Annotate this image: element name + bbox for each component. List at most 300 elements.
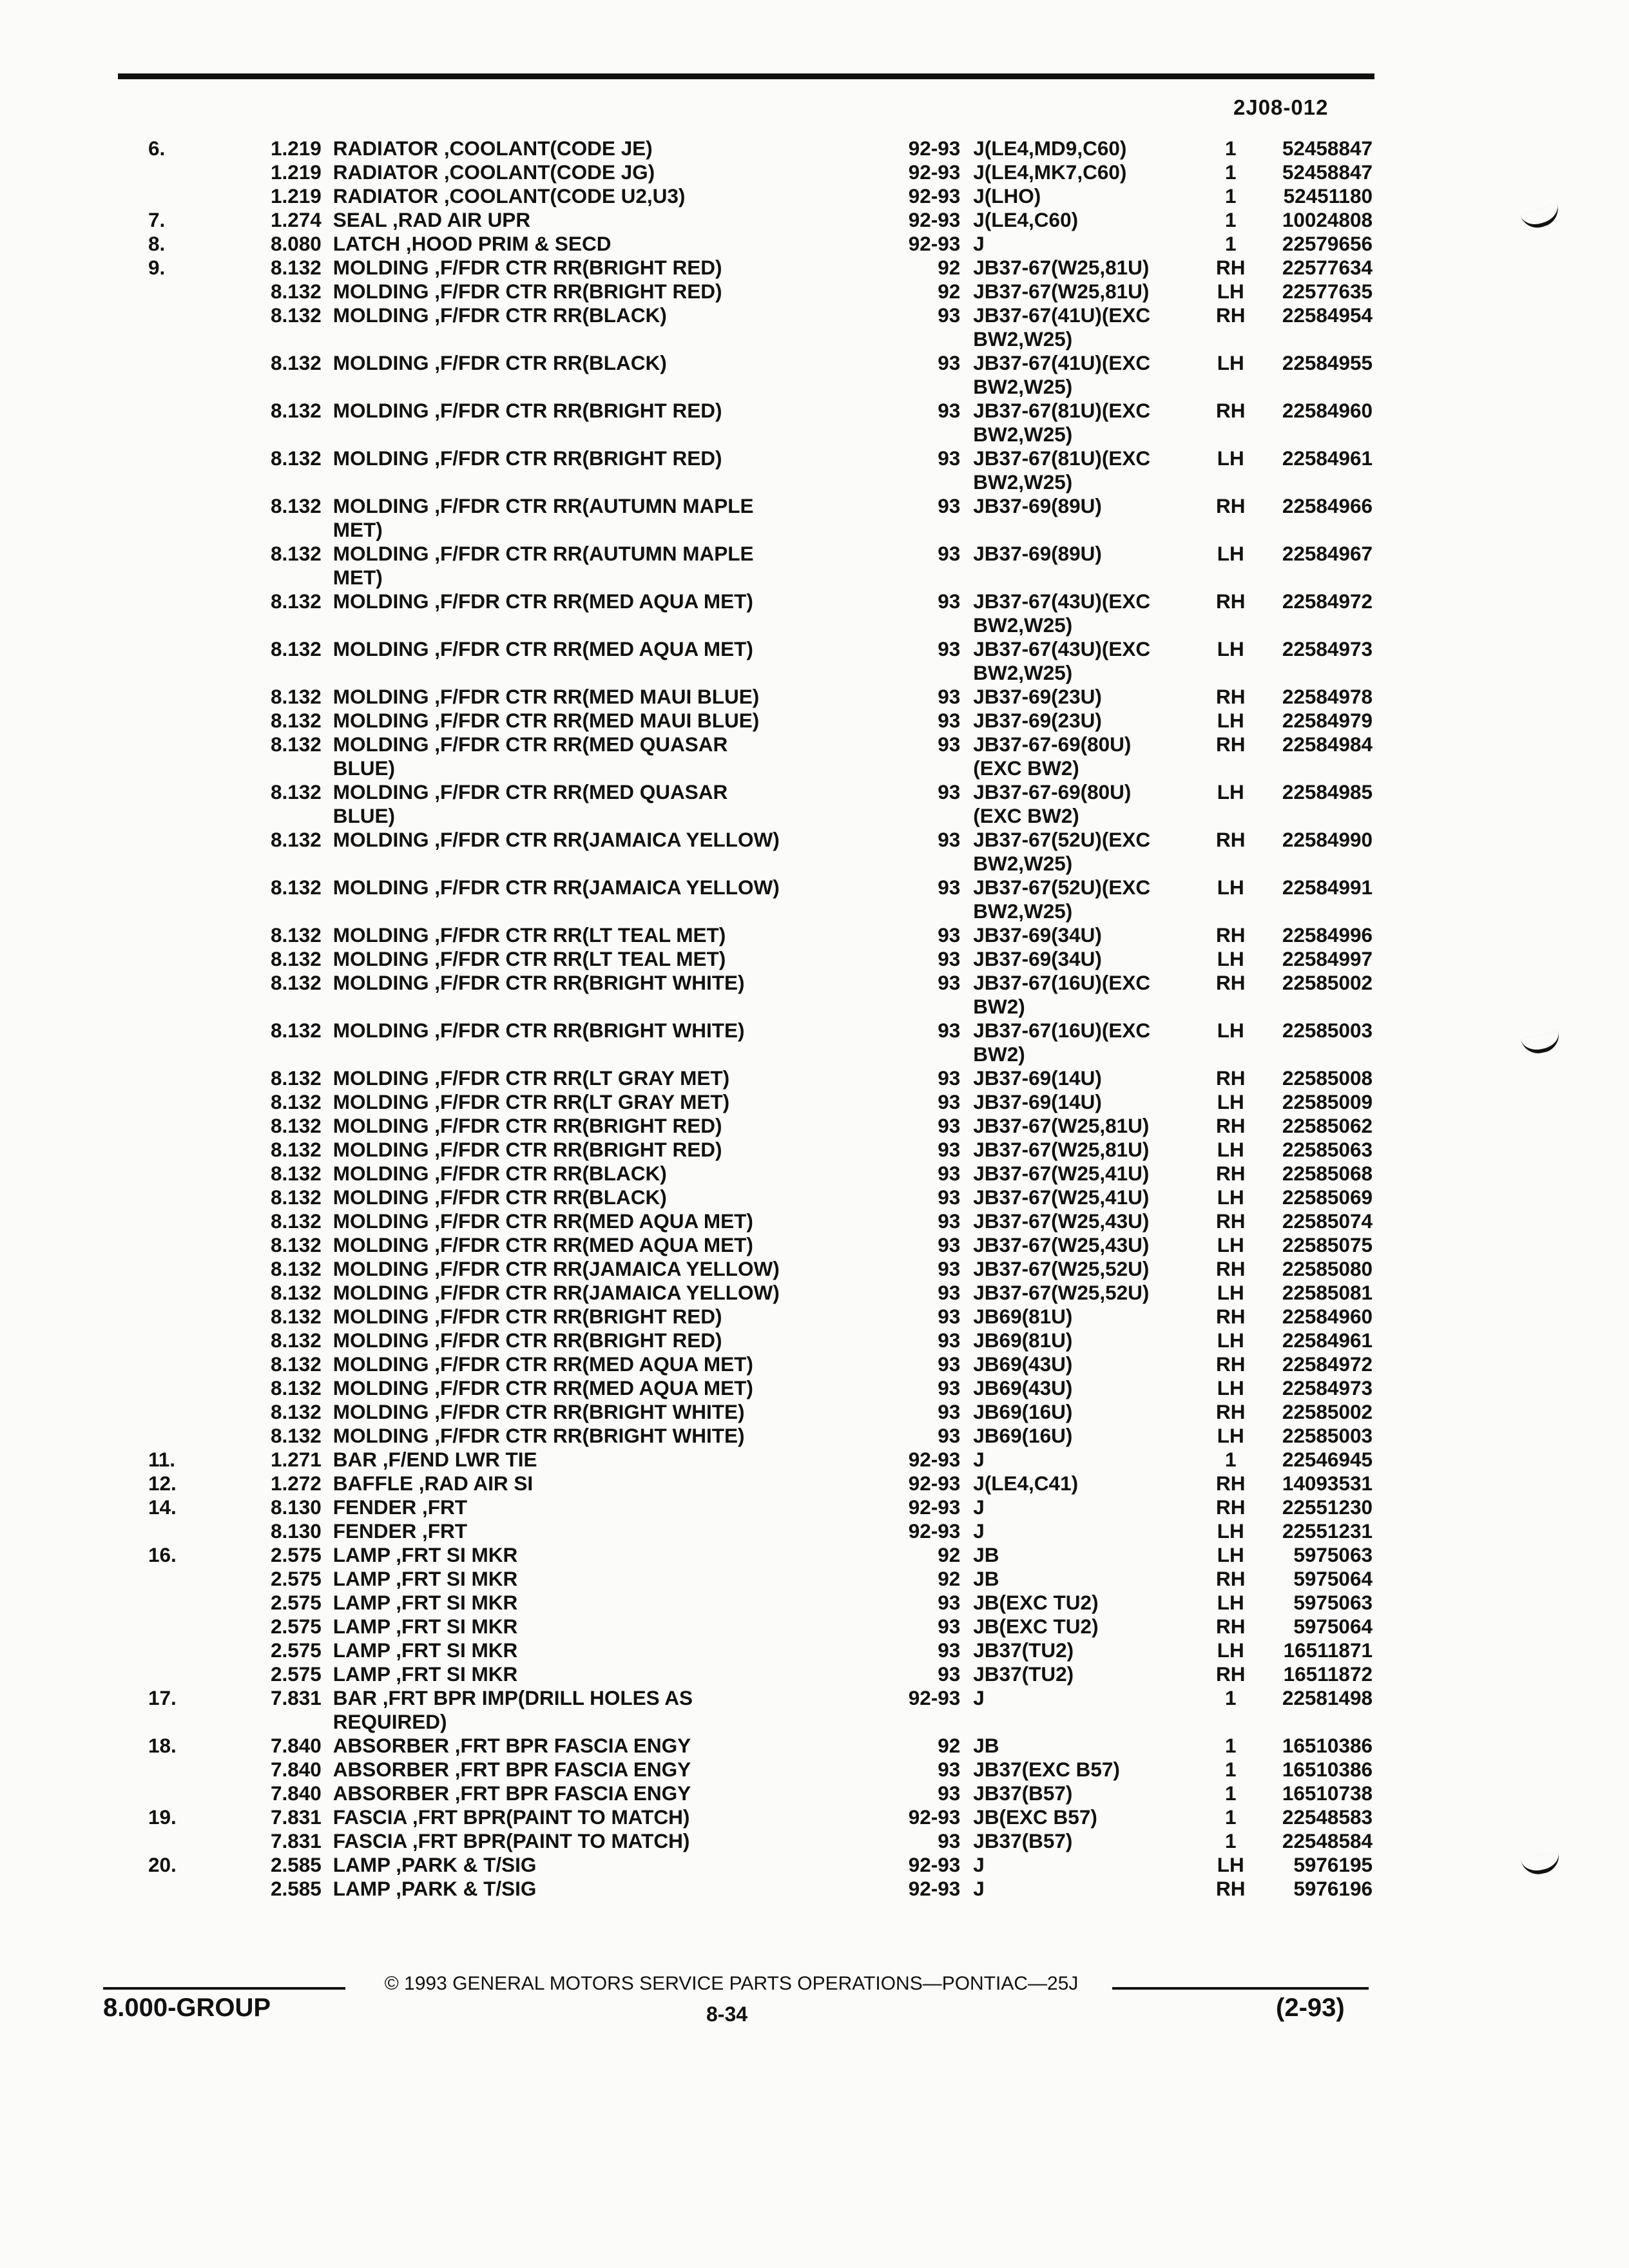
- part-description-text: [333, 1853, 791, 1877]
- table-row: [148, 1257, 1373, 1281]
- application: JB69(43U): [973, 1352, 1073, 1376]
- part-name: SEAL: [333, 208, 387, 231]
- part-name: MOLDING: [333, 494, 429, 517]
- part-name: MOLDING: [333, 1281, 429, 1304]
- item-number: [148, 1162, 221, 1186]
- model-years: 93: [938, 685, 961, 708]
- application: JB37-69(14U): [973, 1066, 1102, 1090]
- part-name: LAMP: [333, 1662, 390, 1686]
- part-description: [333, 1734, 891, 1758]
- item-number: [148, 303, 221, 351]
- side-or-qty: LH: [1217, 780, 1244, 803]
- table-row: [148, 232, 1373, 256]
- group-number: 8.132: [270, 1257, 322, 1280]
- item-number: 12.: [148, 1472, 177, 1495]
- part-detail: ,F/FDR CTR RR(AUTUMN MAPLE MET): [333, 542, 754, 589]
- part-number: 52458847: [1282, 137, 1373, 160]
- part-detail: ,FRT BPR FASCIA ENGY: [454, 1734, 691, 1757]
- side-or-qty: LH: [1217, 1138, 1244, 1161]
- part-name: LAMP: [333, 1639, 390, 1662]
- part-description: [333, 542, 891, 590]
- table-row: [148, 1329, 1373, 1352]
- part-name: MOLDING: [333, 1376, 429, 1399]
- model-years: 93: [938, 1424, 961, 1447]
- part-name: MOLDING: [333, 351, 429, 374]
- side-or-qty: LH: [1217, 876, 1244, 899]
- part-number: 52458847: [1282, 160, 1373, 184]
- part-description-text: [333, 1543, 791, 1567]
- item-number: [148, 1138, 221, 1162]
- model-years: 93: [938, 923, 961, 947]
- part-description-text: [333, 232, 791, 256]
- part-description-text: [333, 1233, 791, 1257]
- model-years: 93: [938, 1329, 961, 1352]
- part-detail: ,F/END LWR TIE: [382, 1448, 537, 1471]
- part-description: [333, 590, 891, 637]
- part-description-text: [333, 1019, 791, 1043]
- item-number: [148, 1281, 221, 1305]
- group-number: 8.132: [270, 828, 322, 851]
- part-name: MOLDING: [333, 303, 429, 327]
- part-description: [333, 184, 891, 208]
- item-number: [148, 1066, 221, 1090]
- group-number: 8.132: [270, 1019, 322, 1042]
- part-name: MOLDING: [333, 1424, 429, 1447]
- group-number: 8.132: [270, 590, 322, 613]
- group-number: 8.132: [270, 923, 322, 947]
- part-detail: ,F/FDR CTR RR(MED AQUA MET): [434, 1233, 753, 1256]
- part-description: [333, 1162, 891, 1186]
- part-number: 22584955: [1282, 351, 1373, 374]
- part-number: 22584991: [1282, 876, 1373, 899]
- side-or-qty: LH: [1217, 1543, 1244, 1566]
- model-years: 93: [938, 447, 961, 470]
- part-detail: ,F/FDR CTR RR(MED MAUI BLUE): [434, 685, 760, 708]
- part-name: MOLDING: [333, 1019, 429, 1042]
- part-description: [333, 1186, 891, 1209]
- side-or-qty: 1: [1224, 1734, 1237, 1757]
- part-description-text: [333, 1448, 791, 1472]
- part-description-text: [333, 1186, 791, 1209]
- model-years: 93: [938, 1066, 961, 1090]
- part-description: [333, 828, 891, 876]
- part-description: [333, 1329, 891, 1352]
- part-name: MOLDING: [333, 828, 429, 851]
- model-years: 92-93: [908, 1495, 961, 1519]
- part-name: MOLDING: [333, 1233, 429, 1256]
- side-or-qty: RH: [1215, 685, 1246, 708]
- table-row: [148, 1019, 1373, 1066]
- group-number: 2.575: [270, 1662, 322, 1686]
- item-number: [148, 1662, 221, 1686]
- part-description: [333, 280, 891, 303]
- part-name: MOLDING: [333, 1114, 429, 1137]
- item-number: [148, 184, 221, 208]
- group-number: 8.132: [270, 971, 322, 994]
- application: JB37-67(W25,81U): [973, 1138, 1150, 1161]
- part-name: MOLDING: [333, 1066, 429, 1090]
- table-row: [148, 1853, 1373, 1877]
- part-number: 22584990: [1282, 828, 1373, 851]
- part-detail: ,FRT SI MKR: [396, 1639, 518, 1662]
- model-years: 93: [938, 828, 961, 851]
- part-detail: ,F/FDR CTR RR(LT TEAL MET): [434, 923, 726, 947]
- item-number: [148, 542, 221, 590]
- part-detail: ,PARK & T/SIG: [396, 1853, 537, 1876]
- group-number: 8.132: [270, 1376, 322, 1399]
- part-description: [333, 1376, 891, 1400]
- part-description: [333, 1782, 891, 1805]
- table-row: [148, 1591, 1373, 1615]
- application: JB37(EXC B57): [973, 1758, 1120, 1781]
- side-or-qty: LH: [1217, 1019, 1244, 1042]
- application: JB37-67(16U)(EXC BW2): [973, 1019, 1151, 1066]
- group-number: 1.219: [270, 184, 322, 207]
- side-or-qty: 1: [1224, 1782, 1237, 1805]
- part-description: [333, 1305, 891, 1329]
- item-number: [148, 1019, 221, 1066]
- part-number: 22579656: [1282, 232, 1373, 255]
- part-number: 22585003: [1282, 1019, 1373, 1042]
- part-description-text: [333, 137, 791, 160]
- item-number: [148, 1639, 221, 1662]
- part-number: 16511872: [1283, 1662, 1373, 1686]
- table-row: [148, 1615, 1373, 1639]
- item-number: 11.: [148, 1448, 176, 1471]
- model-years: 92: [938, 1567, 961, 1590]
- application: JB37-67-69(80U) (EXC BW2): [973, 733, 1132, 780]
- part-name: LAMP: [333, 1567, 390, 1590]
- model-years: 93: [938, 1376, 961, 1399]
- group-number: 2.575: [270, 1639, 322, 1662]
- part-detail: ,FRT SI MKR: [396, 1543, 518, 1566]
- part-description-text: [333, 208, 791, 232]
- item-number: [148, 1305, 221, 1329]
- model-years: 93: [938, 1186, 961, 1209]
- group-number: 8.132: [270, 351, 322, 374]
- part-number: 22581498: [1282, 1686, 1373, 1709]
- part-number: 22548584: [1282, 1829, 1373, 1852]
- part-number: 22584967: [1282, 542, 1373, 565]
- item-number: [148, 1233, 221, 1257]
- part-description-text: [333, 685, 791, 709]
- application: JB37(TU2): [973, 1662, 1074, 1686]
- item-number: [148, 1257, 221, 1281]
- table-row: [148, 923, 1373, 947]
- part-name: MOLDING: [333, 1305, 429, 1328]
- part-number: 14093531: [1282, 1472, 1373, 1495]
- part-name: MOLDING: [333, 1090, 429, 1113]
- application: JB: [973, 1567, 999, 1590]
- side-or-qty: LH: [1217, 1329, 1244, 1352]
- group-number: 2.585: [270, 1877, 322, 1900]
- part-description: [333, 1472, 891, 1495]
- side-or-qty: RH: [1215, 1352, 1246, 1376]
- part-detail: ,FRT SI MKR: [396, 1662, 518, 1686]
- side-or-qty: LH: [1217, 1519, 1244, 1542]
- table-row: [148, 1424, 1373, 1448]
- part-description: [333, 685, 891, 709]
- part-description-text: [333, 1734, 791, 1758]
- part-detail: ,F/FDR CTR RR(BRIGHT RED): [434, 399, 722, 422]
- side-or-qty: RH: [1215, 1305, 1246, 1328]
- group-number: 8.132: [270, 447, 322, 470]
- part-description: [333, 1066, 891, 1090]
- part-number: 16511871: [1283, 1639, 1373, 1662]
- part-name: LATCH: [333, 232, 401, 255]
- item-number: [148, 780, 221, 828]
- model-years: 93: [938, 1639, 961, 1662]
- side-or-qty: LH: [1217, 280, 1244, 303]
- model-years: 93: [938, 1019, 961, 1042]
- item-number: [148, 876, 221, 923]
- group-number: 8.132: [270, 303, 322, 327]
- table-row: [148, 1495, 1373, 1519]
- side-or-qty: 1: [1224, 1805, 1237, 1829]
- side-or-qty: LH: [1217, 709, 1244, 732]
- item-number: [148, 1209, 221, 1233]
- application: JB69(43U): [973, 1376, 1073, 1399]
- part-detail: ,FRT: [422, 1495, 468, 1519]
- group-number: 7.840: [270, 1758, 322, 1781]
- part-description-text: [333, 590, 791, 613]
- table-row: [148, 1758, 1373, 1782]
- table-row: [148, 1639, 1373, 1662]
- table-row: [148, 160, 1373, 184]
- part-name: BAR: [333, 1448, 378, 1471]
- part-detail: ,RAD AIR UPR: [392, 208, 531, 231]
- side-or-qty: RH: [1215, 399, 1246, 422]
- part-detail: ,F/FDR CTR RR(MED AQUA MET): [434, 590, 753, 613]
- page-code: 2J08-012: [1233, 95, 1329, 119]
- part-name: MOLDING: [333, 637, 429, 660]
- group-number: 8.132: [270, 637, 322, 660]
- table-row: [148, 303, 1373, 351]
- part-detail: ,F/FDR CTR RR(BLACK): [434, 1186, 667, 1209]
- table-row: [148, 1114, 1373, 1138]
- side-or-qty: LH: [1217, 1281, 1244, 1304]
- application: JB37-67(W25,81U): [973, 256, 1150, 279]
- application: JB37(B57): [973, 1782, 1073, 1805]
- part-detail: ,F/FDR CTR RR(BLACK): [434, 1162, 667, 1185]
- group-number: 8.132: [270, 876, 322, 899]
- part-description: [333, 709, 891, 733]
- model-years: 92-93: [908, 184, 961, 207]
- model-years: 93: [938, 1782, 961, 1805]
- part-detail: ,FRT SI MKR: [396, 1615, 518, 1638]
- part-number: 22584966: [1282, 494, 1373, 517]
- table-row: [148, 709, 1373, 733]
- group-number: 8.132: [270, 1138, 322, 1161]
- table-row: [148, 399, 1373, 447]
- table-row: [148, 280, 1373, 303]
- table-row: [148, 971, 1373, 1019]
- part-description-text: [333, 1138, 791, 1162]
- part-detail: ,F/FDR CTR RR(BLACK): [434, 303, 667, 327]
- part-name: ABSORBER: [333, 1734, 450, 1757]
- application: JB37-69(34U): [973, 923, 1102, 947]
- table-row: [148, 1209, 1373, 1233]
- part-number: 52451180: [1283, 184, 1373, 207]
- model-years: 93: [938, 1400, 961, 1423]
- part-description-text: [333, 303, 791, 327]
- part-description: [333, 303, 891, 351]
- group-number: 8.132: [270, 280, 322, 303]
- part-description: [333, 1114, 891, 1138]
- part-description-text: [333, 1281, 791, 1305]
- model-years: 93: [938, 351, 961, 374]
- application: JB69(16U): [973, 1424, 1073, 1447]
- group-number: 1.219: [270, 137, 322, 160]
- part-description: [333, 1758, 891, 1782]
- model-years: 92-93: [908, 1448, 961, 1471]
- part-name: MOLDING: [333, 1352, 429, 1376]
- model-years: 93: [938, 1233, 961, 1256]
- part-description: [333, 637, 891, 685]
- item-number: [148, 733, 221, 780]
- part-number: 22584961: [1282, 447, 1373, 470]
- application: J: [973, 1495, 985, 1519]
- model-years: 93: [938, 637, 961, 660]
- part-number: 22585062: [1282, 1114, 1373, 1137]
- item-number: [148, 947, 221, 971]
- part-name: MOLDING: [333, 542, 429, 565]
- table-row: [148, 947, 1373, 971]
- side-or-qty: LH: [1217, 1424, 1244, 1447]
- item-number: [148, 709, 221, 733]
- part-description: [333, 1233, 891, 1257]
- part-name: ABSORBER: [333, 1782, 450, 1805]
- table-row: [148, 1138, 1373, 1162]
- table-row: [148, 1305, 1373, 1329]
- model-years: 92-93: [908, 1853, 961, 1876]
- side-or-qty: RH: [1215, 1877, 1246, 1900]
- part-description: [333, 971, 891, 1019]
- part-number: 5975064: [1293, 1615, 1373, 1638]
- group-number: 7.840: [270, 1782, 322, 1805]
- item-number: 9.: [148, 256, 166, 279]
- application: J: [973, 1877, 985, 1900]
- part-description-text: [333, 351, 791, 375]
- model-years: 92-93: [908, 1472, 961, 1495]
- part-description-text: [333, 637, 791, 661]
- group-number: 7.831: [270, 1686, 322, 1709]
- part-detail: ,F/FDR CTR RR(BRIGHT WHITE): [434, 971, 745, 994]
- part-detail: ,HOOD PRIM & SECD: [405, 232, 612, 255]
- item-number: [148, 1424, 221, 1448]
- side-or-qty: RH: [1215, 1472, 1246, 1495]
- part-detail: ,FRT SI MKR: [396, 1567, 518, 1590]
- part-name: MOLDING: [333, 923, 429, 947]
- part-number: 22584954: [1282, 303, 1373, 327]
- group-number: 2.585: [270, 1853, 322, 1876]
- table-row: [148, 780, 1373, 828]
- group-number: 2.575: [270, 1543, 322, 1566]
- table-row: [148, 1162, 1373, 1186]
- part-detail: ,PARK & T/SIG: [396, 1877, 537, 1900]
- side-or-qty: RH: [1215, 733, 1246, 756]
- application: JB37-67(W25,52U): [973, 1281, 1150, 1304]
- item-number: [148, 1615, 221, 1639]
- side-or-qty: 1: [1224, 208, 1237, 231]
- model-years: 92: [938, 280, 961, 303]
- binding-mark: [1521, 1852, 1563, 1878]
- part-name: MOLDING: [333, 971, 429, 994]
- part-number: 5975063: [1293, 1591, 1373, 1614]
- part-description-text: [333, 1782, 791, 1805]
- item-number: [148, 1877, 221, 1901]
- model-years: 92: [938, 256, 961, 279]
- part-description-text: [333, 1567, 791, 1591]
- table-row: [148, 1186, 1373, 1209]
- part-description: [333, 1209, 891, 1233]
- part-detail: ,F/FDR CTR RR(BRIGHT RED): [434, 1305, 722, 1328]
- model-years: 93: [938, 1662, 961, 1686]
- model-years: 93: [938, 1591, 961, 1614]
- table-row: [148, 1376, 1373, 1400]
- part-name: BAR: [333, 1686, 378, 1709]
- part-description: [333, 1281, 891, 1305]
- group-number: 8.130: [270, 1495, 322, 1519]
- group-number: 8.132: [270, 399, 322, 422]
- application: JB: [973, 1543, 999, 1566]
- part-description-text: [333, 1639, 791, 1662]
- part-description-text: [333, 1472, 791, 1495]
- part-description: [333, 1019, 891, 1066]
- group-number: 8.132: [270, 1305, 322, 1328]
- application: JB37-69(23U): [973, 709, 1102, 732]
- part-name: MOLDING: [333, 1162, 429, 1185]
- part-description: [333, 1591, 891, 1615]
- part-description-text: [333, 876, 791, 899]
- model-years: 93: [938, 1257, 961, 1280]
- part-description-text: [333, 1495, 791, 1519]
- group-number: 8.132: [270, 1090, 322, 1113]
- table-row: [148, 637, 1373, 685]
- part-description-text: [333, 1400, 791, 1424]
- part-detail: ,FRT BPR IMP(DRILL HOLES AS REQUIRED): [333, 1686, 693, 1733]
- part-description-text: [333, 828, 791, 852]
- application: JB69(16U): [973, 1400, 1073, 1423]
- side-or-qty: RH: [1215, 303, 1246, 327]
- application: JB37-69(89U): [973, 542, 1102, 565]
- part-detail: ,F/FDR CTR RR(JAMAICA YELLOW): [434, 828, 780, 851]
- application: JB37-67(W25,43U): [973, 1209, 1150, 1233]
- part-description-text: [333, 542, 791, 590]
- side-or-qty: 1: [1224, 184, 1237, 207]
- side-or-qty: RH: [1215, 1066, 1246, 1090]
- side-or-qty: 1: [1224, 1448, 1237, 1471]
- footer-revision-date: (2-93): [1276, 1994, 1345, 2022]
- side-or-qty: 1: [1224, 1758, 1237, 1781]
- part-number: 22585075: [1282, 1233, 1373, 1256]
- item-number: [148, 1829, 221, 1853]
- part-detail: ,F/FDR CTR RR(MED QUASAR BLUE): [333, 733, 733, 780]
- table-row: [148, 1829, 1373, 1853]
- footer-group-label: 8.000-GROUP: [103, 1994, 271, 2022]
- part-number: 22585081: [1282, 1281, 1373, 1304]
- application: JB37-69(23U): [973, 685, 1102, 708]
- application: J(LE4,MK7,C60): [973, 160, 1127, 184]
- part-number: 22548583: [1282, 1805, 1373, 1829]
- part-description-text: [333, 1424, 791, 1448]
- group-number: 8.132: [270, 1281, 322, 1304]
- group-number: 1.271: [270, 1448, 322, 1471]
- part-number: 16510738: [1282, 1782, 1373, 1805]
- side-or-qty: RH: [1215, 971, 1246, 994]
- part-name: MOLDING: [333, 1400, 429, 1423]
- part-detail: ,RAD AIR SI: [418, 1472, 534, 1495]
